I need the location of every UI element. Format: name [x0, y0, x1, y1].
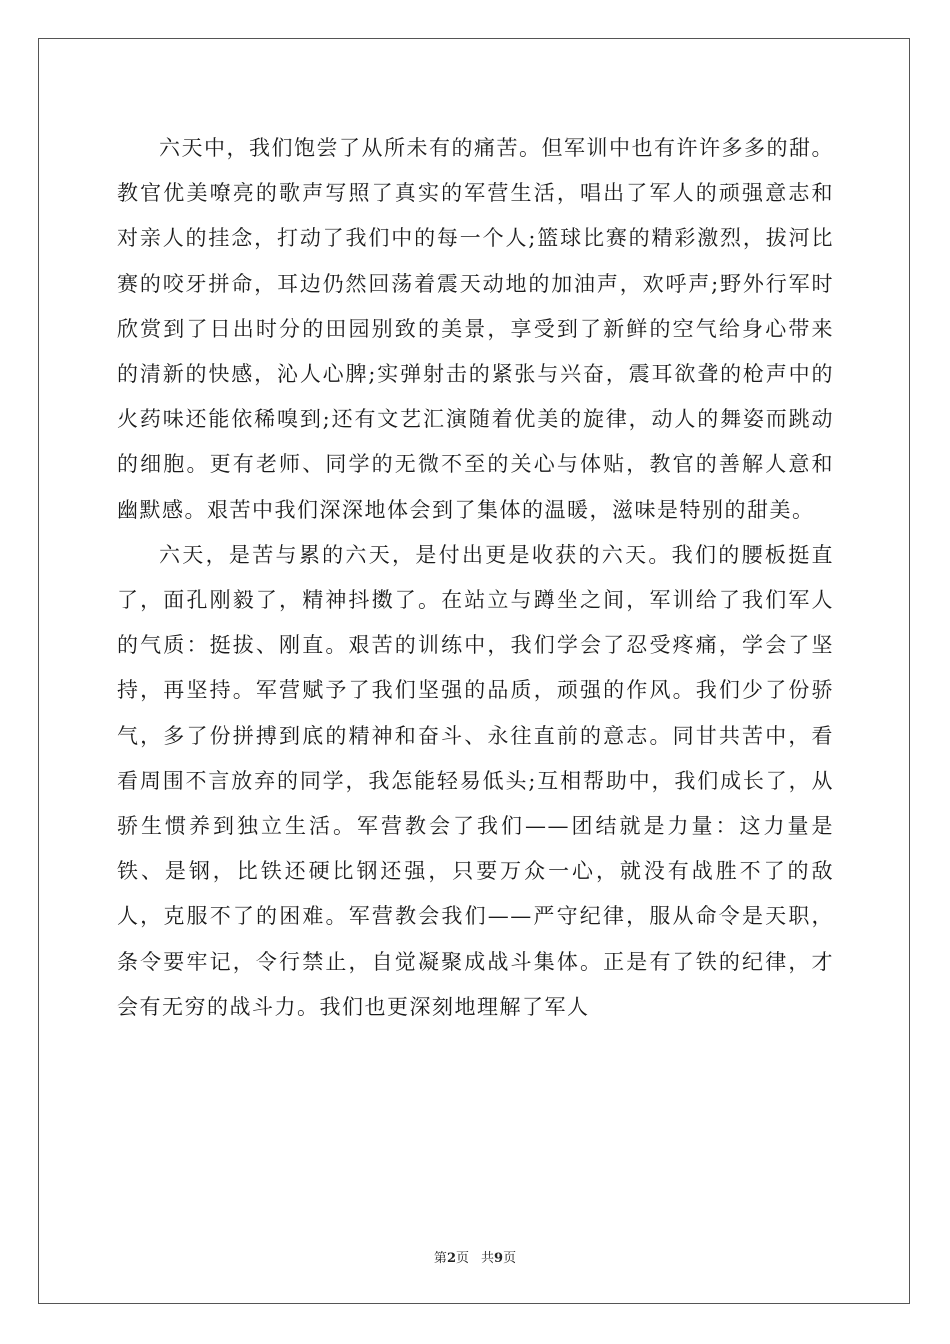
page-current-number: 2 — [446, 1251, 456, 1266]
page-footer — [0, 1247, 950, 1266]
total-prefix: 共 — [481, 1251, 495, 1266]
page-total-number: 9 — [494, 1251, 504, 1266]
page-prefix: 第 — [433, 1251, 447, 1266]
document-body — [117, 126, 834, 1030]
paragraph-2: 六天，是苦与累的六天，是付出更是收获的六天。我们的腰板挺直了，面孔刚毅了，精神抖擞了。在站立与蹲坐之间，军训给了我们军人的气质：挺拔、刚直。艰苦的训练中，我们学会了忍受疼痛，学会了坚持，再坚持。军营赋予了我们坚强的品质，顽强的作风。我们少了份骄气，多了份拼搏到底的精神和奋斗、永往直前的意志。同甘共苦中，看看周围不言放弃的同学，我怎能轻易低头;互相帮助中，我们成长了，从骄生惯养到独立生活。军营教会了我们——团结就是力量：这力量是铁、是钢，比铁还硬比钢还强，只要万众一心，就没有战胜不了的敌人，克服不了的困难。军营教会我们——严守纪律，服从命令是天职，条令要牢记，令行禁止，自觉凝聚成战斗集体。正是有了铁的纪律，才会有无穷的战斗力。我们也更深刻地理解了军人 — [117, 542, 834, 1019]
page-suffix: 页 — [455, 1251, 469, 1266]
paragraph-1: 六天中，我们饱尝了从所未有的痛苦。但军训中也有许许多多的甜。教官优美嘹亮的歌声写照了真实的军营生活，唱出了军人的顽强意志和对亲人的挂念，打动了我们中的每一个人;篮球比赛的精彩激烈，拔河比赛的咬牙拼命，耳边仍然回荡着震天动地的加油声，欢呼声;野外行军时欣赏到了日出时分的田园别致的美景，享受到了新鲜的空气给身心带来的清新的快感，沁人心脾;实弹射击的紧张与兴奋，震耳欲聋的枪声中的火药味还能依稀嗅到;还有文艺汇演随着优美的旋律，动人的舞姿而跳动的细胞。更有老师、同学的无微不至的关心与体贴，教官的善解人意和幽默感。艰苦中我们深深地体会到了集体的温暖，滋味是特别的甜美。 — [117, 136, 834, 522]
total-suffix: 页 — [503, 1251, 517, 1266]
